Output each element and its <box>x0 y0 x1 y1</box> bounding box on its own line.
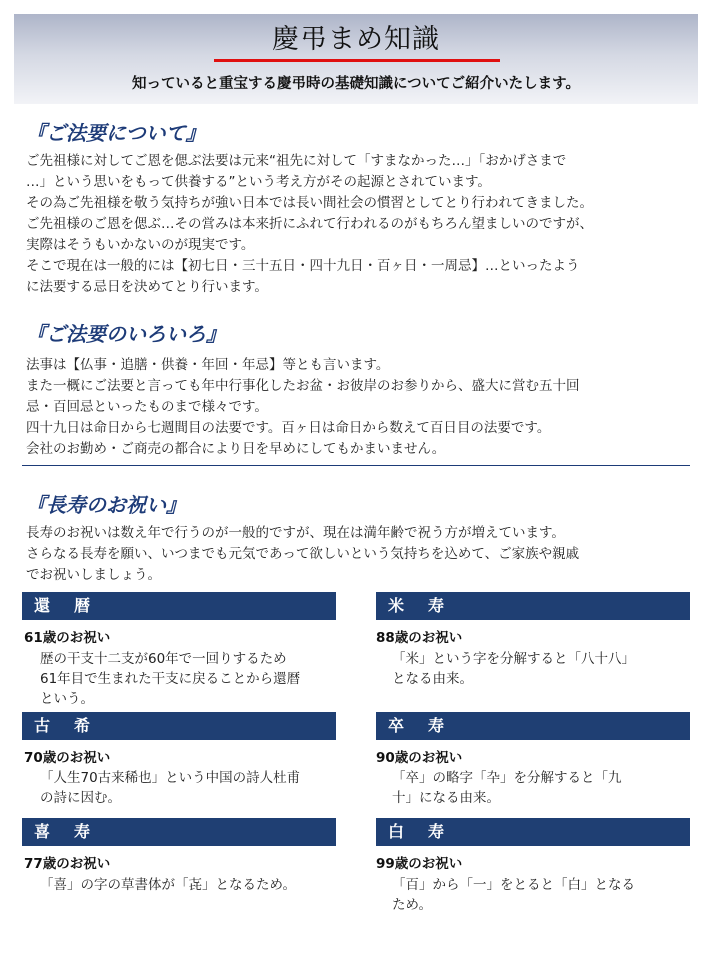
section-heading-choju: 『長寿のお祝い』 <box>26 493 186 517</box>
section-divider <box>22 465 690 466</box>
desc-kanreki <box>40 649 300 709</box>
age-hakuju: 99歳のお祝い <box>376 856 463 872</box>
age-kiju: 77歳のお祝い <box>24 856 111 872</box>
body-line: また一概にご法要と言っても年中行事化したお盆・お彼岸のお参りから、盛大に営む五十回 <box>26 378 580 394</box>
body-line: でお祝いしましょう。 <box>26 567 161 583</box>
desc-koki <box>40 768 300 808</box>
desc-line: 歴の干支十二支が60年で一回りするため <box>40 651 287 667</box>
page-title: 慶弔まめ知識 <box>272 24 440 55</box>
desc-beiju <box>392 649 635 689</box>
age-beiju: 88歳のお祝い <box>376 630 463 646</box>
band-kiju: 喜寿 <box>22 818 336 846</box>
body-line: 実際はそうもいかないのが現実です。 <box>26 237 255 253</box>
band-hakuju: 白寿 <box>376 818 690 846</box>
title-underline <box>214 59 500 62</box>
section-heading-iroiro: 『ご法要のいろいろ』 <box>26 322 226 346</box>
desc-sotsuju <box>392 768 622 808</box>
body-line: 四十九日は命日から七週間目の法要です。百ヶ日は命日から数えて百日目の法要です。 <box>26 420 551 436</box>
age-koki: 70歳のお祝い <box>24 750 111 766</box>
desc-line: 「喜」の字の草書体が「㐂」となるため。 <box>40 877 296 893</box>
desc-line: の詩に因む。 <box>40 790 121 806</box>
body-line: ご先祖様に対してご恩を偲ぶ法要は元来“祖先に対して「すまなかった…」「おかげさまで <box>26 153 567 169</box>
body-line: …」という思いをもって供養する”という考え方がその起源とされています。 <box>26 174 491 190</box>
desc-hakuju <box>392 875 635 915</box>
age-kanreki: 61歳のお祝い <box>24 630 111 646</box>
section-body-choju <box>26 523 696 586</box>
page-header <box>14 14 698 104</box>
body-line: ご先祖様のご恩を偲ぶ…その営みは本来折にふれて行われるのがもちろん望ましいのですが、 <box>26 216 593 232</box>
page-subtitle: 知っていると重宝する慶弔時の基礎知識についてご紹介いたします。 <box>131 76 581 92</box>
body-line: に法要する忌日を決めてとり行います。 <box>26 279 268 295</box>
desc-line: 61年目で生まれた干支に戻ることから還暦 <box>40 671 301 687</box>
desc-line: 「卒」の略字「卆」を分解すると「九 <box>392 770 622 786</box>
desc-line: 「人生70古来稀也」という中国の詩人杜甫 <box>40 770 301 786</box>
desc-kiju <box>40 875 296 895</box>
body-line: 忌・百回忌といったものまで様々です。 <box>26 399 268 415</box>
band-kanreki: 還暦 <box>22 592 336 620</box>
body-line: 法事は【仏事・追膳・供養・年回・年忌】等とも言います。 <box>26 357 390 373</box>
desc-line: という。 <box>40 691 94 707</box>
section-heading-houyou: 『ご法要について』 <box>26 121 206 145</box>
section-body-houyou <box>26 151 696 298</box>
desc-line: 「米」という字を分解すると「八十八」 <box>392 651 635 667</box>
desc-line: 十」になる由来。 <box>392 790 500 806</box>
section-body-iroiro <box>26 355 696 460</box>
body-line: 会社のお勤め・ご商売の都合により日を早めにしてもかまいません。 <box>26 441 446 457</box>
desc-line: となる由来。 <box>392 671 473 687</box>
body-line: その為ご先祖様を敬う気持ちが強い日本では長い間社会の慣習としてとり行われてきました。 <box>26 195 593 211</box>
body-line: さらなる長寿を願い、いつまでも元気であって欲しいという気持ちを込めて、ご家族や親戚 <box>26 546 580 562</box>
body-line: そこで現在は一般的には【初七日・三十五日・四十九日・百ヶ日・一周忌】…といったよう <box>26 258 580 274</box>
body-line: 長寿のお祝いは数え年で行うのが一般的ですが、現在は満年齢で祝う方が増えています。 <box>26 525 565 541</box>
band-koki: 古希 <box>22 712 336 740</box>
band-beiju: 米寿 <box>376 592 690 620</box>
band-sotsuju: 卒寿 <box>376 712 690 740</box>
desc-line: ため。 <box>392 897 432 913</box>
desc-line: 「百」から「一」をとると「白」となる <box>392 877 635 893</box>
age-sotsuju: 90歳のお祝い <box>376 750 463 766</box>
